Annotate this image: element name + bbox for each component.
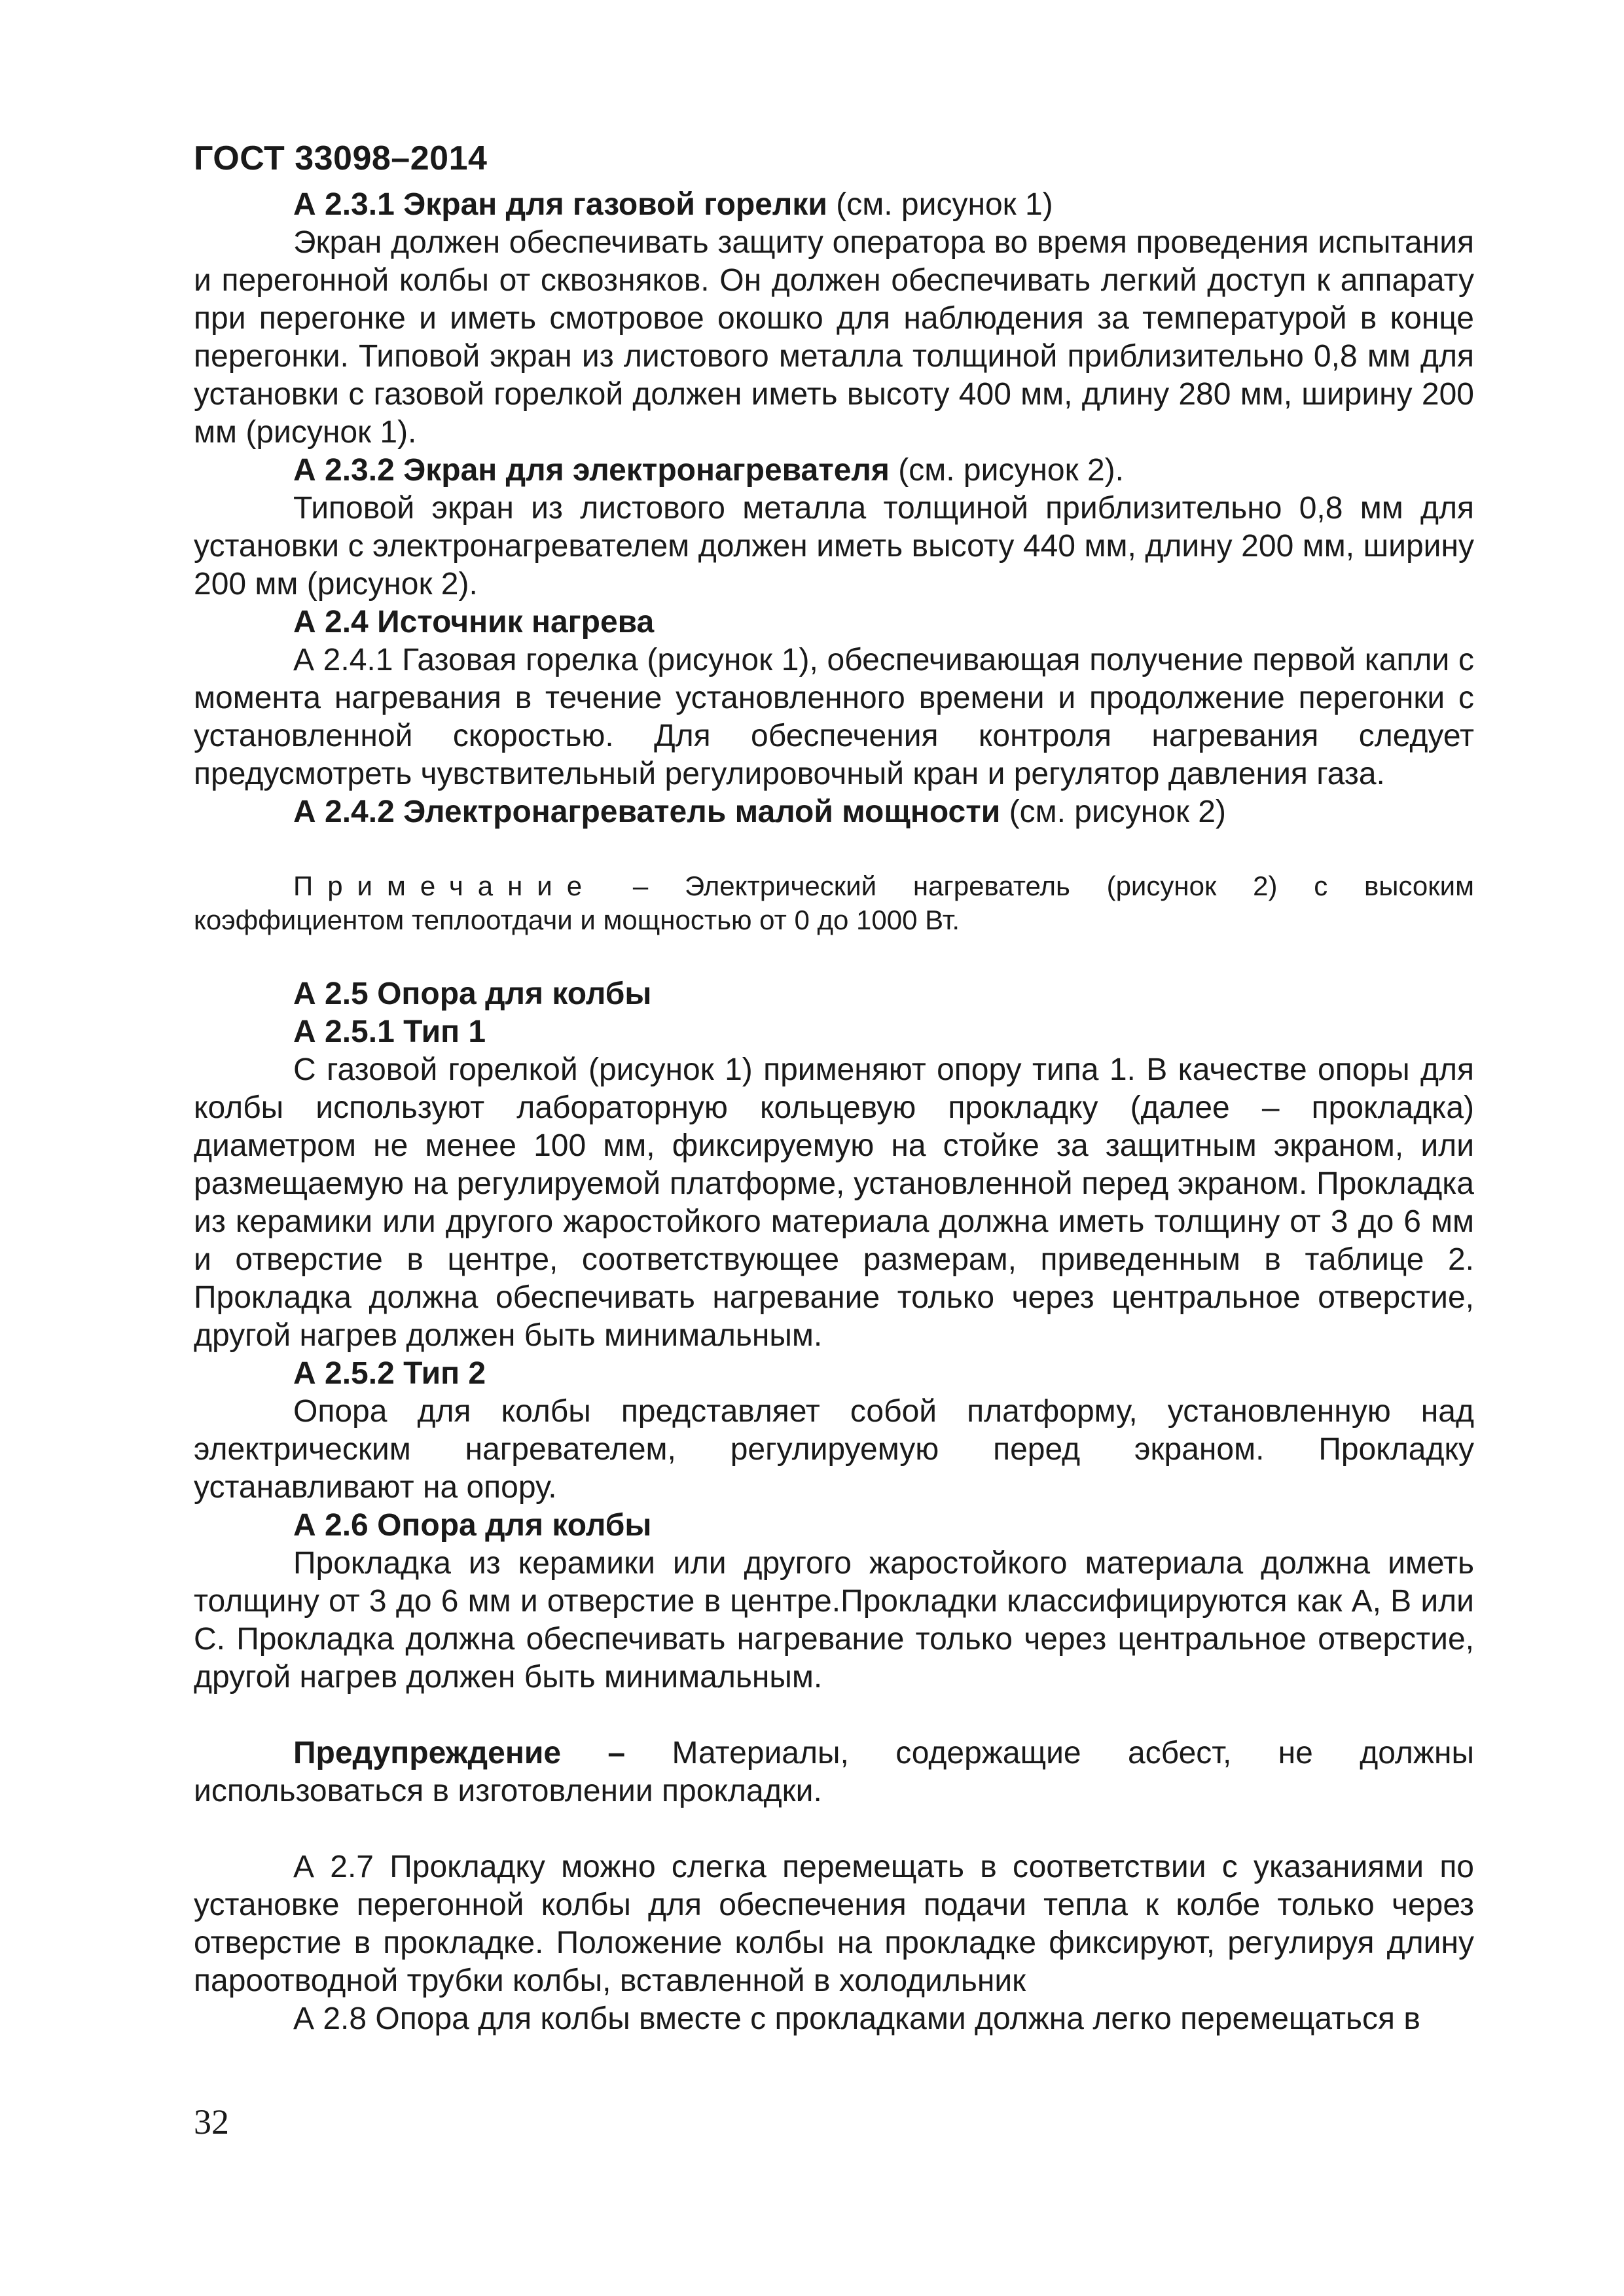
section-2-4-2-heading: А 2.4.2 Электронагреватель малой мощности — [293, 795, 1001, 829]
section-2-5-1-body: С газовой горелкой (рисунок 1) применяют опору типа 1. В качестве опоры для колбы используют лабораторную кольцевую прокладку (далее – прокладка) диаметром не менее 100 мм, фиксируемую на стойке за защитным экраном, или размещаемую на регулируемой платформе, установленной перед экраном. Прокладка из керамики или другого жаростойкого материала должна иметь толщину от 3 до 6 мм и отверстие в центре, соответствующее размерам, приведенным в таблице 2. Прокладка должна обеспечивать нагревание только через центральное отверстие, другой нагрев должен быть минимальным. — [194, 1052, 1474, 1353]
section-2-3-1-heading-line — [194, 186, 1474, 224]
note-label: Примечание — [293, 870, 597, 901]
warning-paragraph — [194, 1734, 1474, 1810]
section-2-4-2-ref: (см. рисунок 2) — [1000, 795, 1226, 829]
section-2-4-heading: А 2.4 Источник нагрева — [293, 605, 655, 639]
section-2-3-2-ref: (см. рисунок 2). — [889, 453, 1124, 488]
section-2-7-body: А 2.7 Прокладку можно слегка перемещать в соответствии с указаниями по установке перегонной колбы для обеспечения подачи тепла к колбе только через отверстие в прокладке. Положение колбы на прокладке фиксируют, регулируя длину пароотводной трубки колбы, вставленной в холодильник — [194, 1850, 1474, 1998]
section-2-6-heading: А 2.6 Опора для колбы — [293, 1508, 652, 1543]
note-paragraph — [194, 869, 1474, 937]
section-2-5-2-body: Опора для колбы представляет собой платформу, установленную над электрическим нагревателем, регулируемую перед экраном. Прокладку устанавливают на опору. — [194, 1394, 1474, 1505]
section-2-3-1-body: Экран должен обеспечивать защиту оператора во время проведения испытания и перегонной колбы от сквозняков. Он должен обеспечивать легкий доступ к аппарату при перегонке и иметь смотровое окошко для наблюдения за температурой в конце перегонки. Типовой экран из листового металла толщиной приблизительно 0,8 мм для установки с газовой горелкой должен иметь высоту 400 мм, длину 280 мм, ширину 200 мм (рисунок 1). — [194, 225, 1474, 450]
note-text: – Электрический нагреватель (рисунок 2) с высоким коэффициентом теплоотдачи и мощностью от 0 до 1000 Вт. — [194, 870, 1474, 935]
section-2-3-1-ref: (см. рисунок 1) — [827, 187, 1053, 222]
section-2-6-body: Прокладка из керамики или другого жаростойкого материала должна иметь толщину от 3 до 6 мм и отверстие в центре.Прокладки классифицируются как А, В или С. Прокладка должна обеспечивать нагревание только через центральное отверстие, другой нагрев должен быть минимальным. — [194, 1546, 1474, 1695]
section-2-4-2-heading-line — [194, 793, 1474, 831]
warning-label: Предупреждение – — [293, 1736, 626, 1770]
document-page — [194, 137, 1474, 2038]
section-2-4-1-body: А 2.4.1 Газовая горелка (рисунок 1), обеспечивающая получение первой капли с момента нагревания в течение установленного времени и продолжение перегонки с установленной скоростью. Для обеспечения контроля нагревания следует предусмотреть чувствительный регулировочный кран и регулятор давления газа. — [194, 643, 1474, 791]
section-2-3-2-heading: А 2.3.2 Экран для электронагревателя — [293, 453, 890, 488]
page-number: 32 — [194, 2102, 229, 2142]
document-header: ГОСТ 33098–2014 — [194, 139, 488, 177]
section-2-5-2-heading: А 2.5.2 Тип 2 — [293, 1356, 486, 1391]
section-2-3-2-body: Типовой экран из листового металла толщиной приблизительно 0,8 мм для установки с электронагревателем должен иметь высоту 440 мм, длину 200 мм, ширину 200 мм (рисунок 2). — [194, 491, 1474, 601]
warning-text: Материалы, содержащие асбест, не должны использоваться в изготовлении прокладки. — [194, 1736, 1475, 1808]
section-2-8-body: А 2.8 Опора для колбы вместе с прокладками должна легко перемещаться в — [293, 2001, 1420, 2036]
section-2-3-2-heading-line — [194, 452, 1474, 490]
section-2-5-1-heading: А 2.5.1 Тип 1 — [293, 1014, 486, 1049]
section-2-3-1-heading: А 2.3.1 Экран для газовой горелки — [293, 187, 827, 222]
section-2-5-heading: А 2.5 Опора для колбы — [293, 977, 652, 1011]
